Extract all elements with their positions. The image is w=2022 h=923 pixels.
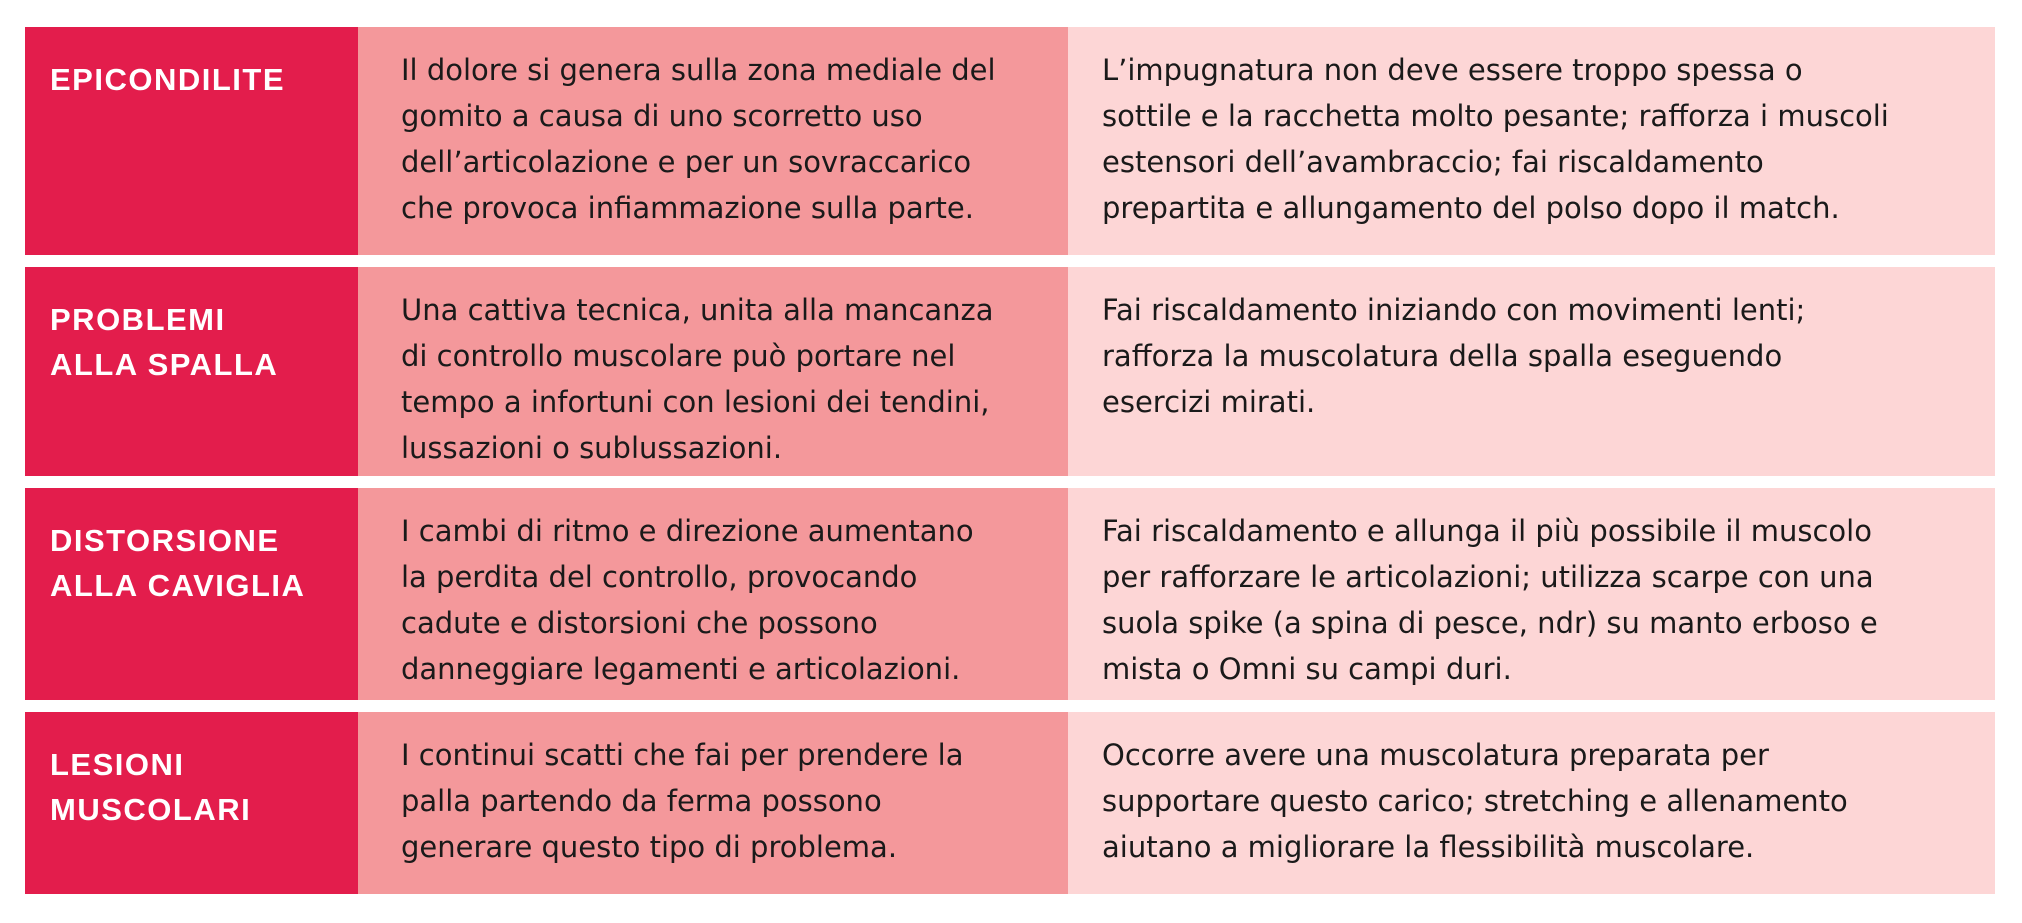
- tip-line: aiutano a migliorare la flessibilità muscolare.: [1102, 830, 1755, 864]
- cause-line: I continui scatti che fai per prendere la: [401, 738, 964, 772]
- cause-line: lussazioni o sublussazioni.: [401, 431, 783, 465]
- table-row-epicondilite: [25, 27, 1995, 255]
- tip-line: per rafforzare le articolazioni; utilizza scarpe con una: [1102, 560, 1874, 594]
- cause-line: Il dolore si genera sulla zona mediale del: [401, 53, 996, 87]
- tip-line: Fai riscaldamento e allunga il più possibile il muscolo: [1102, 514, 1872, 548]
- row-label-cell: [25, 267, 358, 476]
- tip-line: esercizi mirati.: [1102, 385, 1316, 419]
- cause-line: Una cattiva tecnica, unita alla mancanza: [401, 293, 994, 327]
- row-label-line: PROBLEMI: [50, 302, 226, 337]
- tip-line: suola spike (a spina di pesce, ndr) su manto erboso e: [1102, 606, 1878, 640]
- tip-line: L’impugnatura non deve essere troppo spessa o: [1102, 53, 1803, 87]
- tip-line: Occorre avere una muscolatura preparata per: [1102, 738, 1769, 772]
- row-label-line: MUSCOLARI: [50, 792, 252, 827]
- cause-cell: [358, 488, 1068, 700]
- tip-line: Fai riscaldamento iniziando con movimenti lenti;: [1102, 293, 1806, 327]
- cause-line: danneggiare legamenti e articolazioni.: [401, 652, 961, 686]
- tip-line: rafforza la muscolatura della spalla eseguendo: [1102, 339, 1783, 373]
- cause-line: di controllo muscolare può portare nel: [401, 339, 956, 373]
- tip-cell: [1068, 27, 1995, 255]
- row-label-cell: [25, 488, 358, 700]
- row-label-cell: [25, 27, 358, 255]
- tip-line: estensori dell’avambraccio; fai riscaldamento: [1102, 145, 1764, 179]
- injury-table: [25, 27, 1995, 894]
- cause-line: la perdita del controllo, provocando: [401, 560, 918, 594]
- row-label-line: LESIONI: [50, 747, 185, 782]
- row-label-line: EPICONDILITE: [50, 62, 286, 97]
- tip-line: prepartita e allungamento del polso dopo il match.: [1102, 191, 1840, 225]
- row-label-cell: [25, 712, 358, 894]
- table-row-spalla: [25, 267, 1995, 476]
- tip-cell: [1068, 712, 1995, 894]
- row-label-line: DISTORSIONE: [50, 523, 280, 558]
- cause-line: I cambi di ritmo e direzione aumentano: [401, 514, 974, 548]
- cause-line: che provoca infiammazione sulla parte.: [401, 191, 974, 225]
- cause-line: palla partendo da ferma possono: [401, 784, 882, 818]
- cause-line: generare questo tipo di problema.: [401, 830, 898, 864]
- tip-cell: [1068, 488, 1995, 700]
- tip-cell: [1068, 267, 1995, 476]
- cause-line: gomito a causa di uno scorretto uso: [401, 99, 923, 133]
- tip-line: mista o Omni su campi duri.: [1102, 652, 1512, 686]
- cause-cell: [358, 27, 1068, 255]
- table-row-lesioni: [25, 712, 1995, 894]
- cause-cell: [358, 712, 1068, 894]
- row-label-line: ALLA CAVIGLIA: [50, 568, 306, 603]
- row-label-line: ALLA SPALLA: [50, 347, 279, 382]
- cause-line: cadute e distorsioni che possono: [401, 606, 878, 640]
- cause-line: tempo a infortuni con lesioni dei tendini,: [401, 385, 990, 419]
- cause-line: dell’articolazione e per un sovraccarico: [401, 145, 972, 179]
- tip-line: sottile e la racchetta molto pesante; rafforza i muscoli: [1102, 99, 1889, 133]
- table-row-caviglia: [25, 488, 1995, 700]
- cause-cell: [358, 267, 1068, 476]
- tip-line: supportare questo carico; stretching e allenamento: [1102, 784, 1848, 818]
